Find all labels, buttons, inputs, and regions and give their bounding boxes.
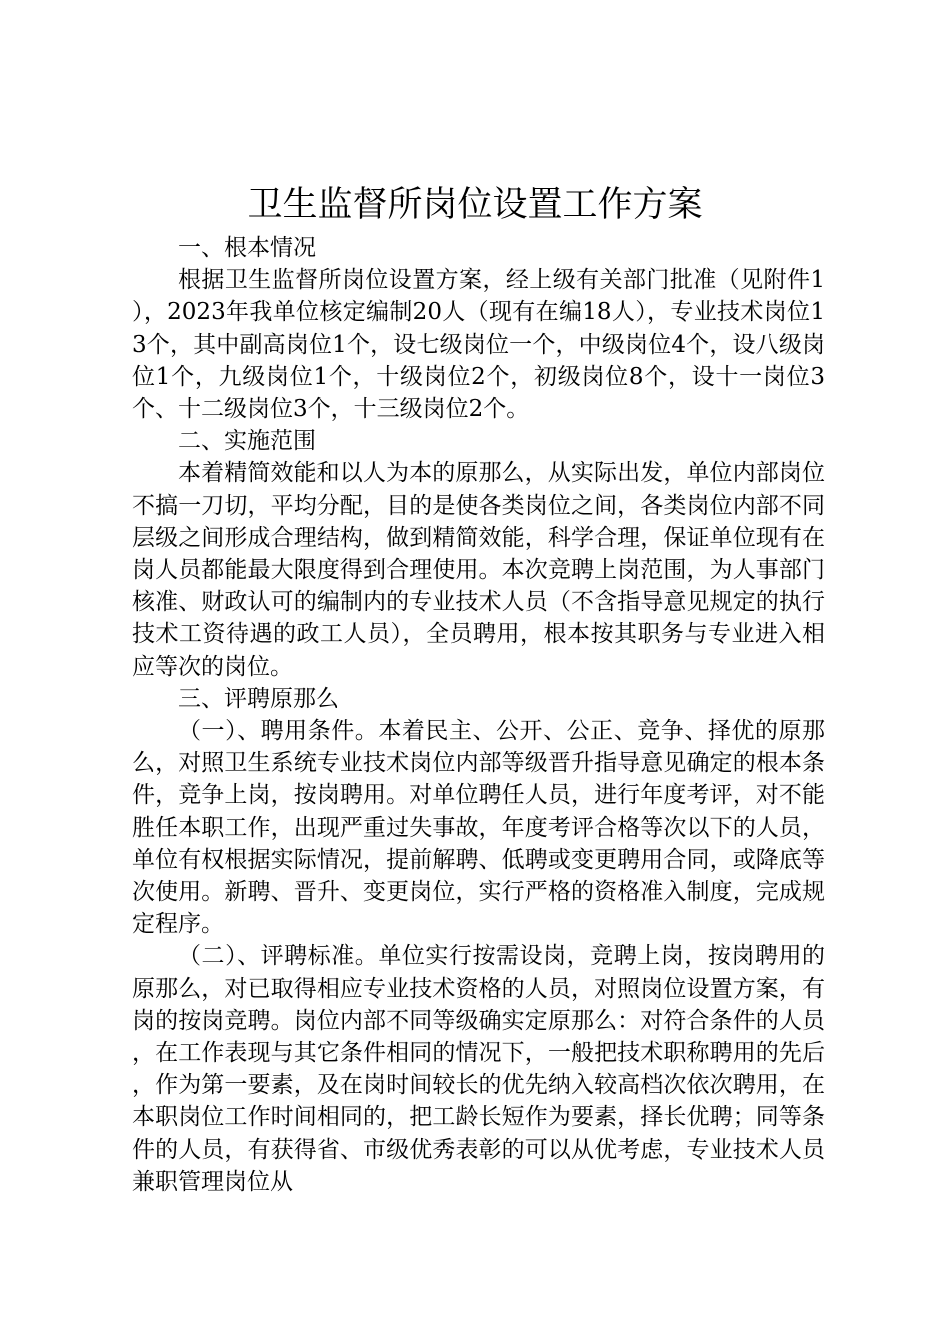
- section-heading-principles: 三、评聘原那么: [178, 685, 339, 712]
- paragraph-basic-situation: 根据卫生监督所岗位设置方案，经上级有关部门批准（见附件1），2023年我单位核定编制20人（现有在编18人），专业技术岗位13个，其中副高岗位1个，设七级岗位一个，中级岗位4个，设八级岗位1个，九级岗位1个，十级岗位2个，初级岗位8个，设十一岗位3个、十二级岗位3个，十三级岗位2个。: [132, 267, 825, 423]
- paragraph-hiring-standards: （二）、评聘标准。单位实行按需设岗，竞聘上岗，按岗聘用的原那么，对已取得相应专业技术资格的人员，对照岗位设置方案，有岗的按岗竞聘。岗位内部不同等级确实定原那么：对符合条件的人员，在工作表现与其它条件相同的情况下，一般把技术职称聘用的先后，作为第一要素，及在岗时间较长的优先纳入较高档次依次聘用，在本职岗位工作时间相同的，把工龄长短作为要素，择长优聘；同等条件的人员，有获得省、市级优秀表彰的可以从优考虑，专业技术人员兼职管理岗位从: [132, 943, 825, 1195]
- paragraph-hiring-conditions: （一）、聘用条件。本着民主、公开、公正、竞争、择优的原那么，对照卫生系统专业技术岗位内部等级晋升指导意见确定的根本条件，竞争上岗，按岗聘用。对单位聘任人员，进行年度考评，对不能胜任本职工作，出现严重过失事故，年度考评合格等次以下的人员，单位有权根据实际情况，提前解聘、低聘或变更聘用合同，或降底等次使用。新聘、晋升、变更岗位，实行严格的资格准入制度，完成规定程序。: [132, 718, 825, 938]
- document-title: 卫生监督所岗位设置工作方案: [247, 185, 703, 225]
- section-heading-scope: 二、实施范围: [178, 428, 316, 455]
- document-body: [132, 232, 825, 1198]
- section-heading-basic: 一、根本情况: [178, 235, 316, 261]
- paragraph-scope: 本着精简效能和以人为本的原那么，从实际出发，单位内部岗位不搞一刀切，平均分配，目的是使各类岗位之间，各类岗位内部不同层级之间形成合理结构，做到精简效能，科学合理，保证单位现有在岗人员都能最大限度得到合理使用。本次竞聘上岗范围，为人事部门核准、财政认可的编制内的专业技术人员（不含指导意见规定的执行技术工资待遇的政工人员），全员聘用，根本按其职务与专业进入相应等次的岗位。: [132, 460, 825, 680]
